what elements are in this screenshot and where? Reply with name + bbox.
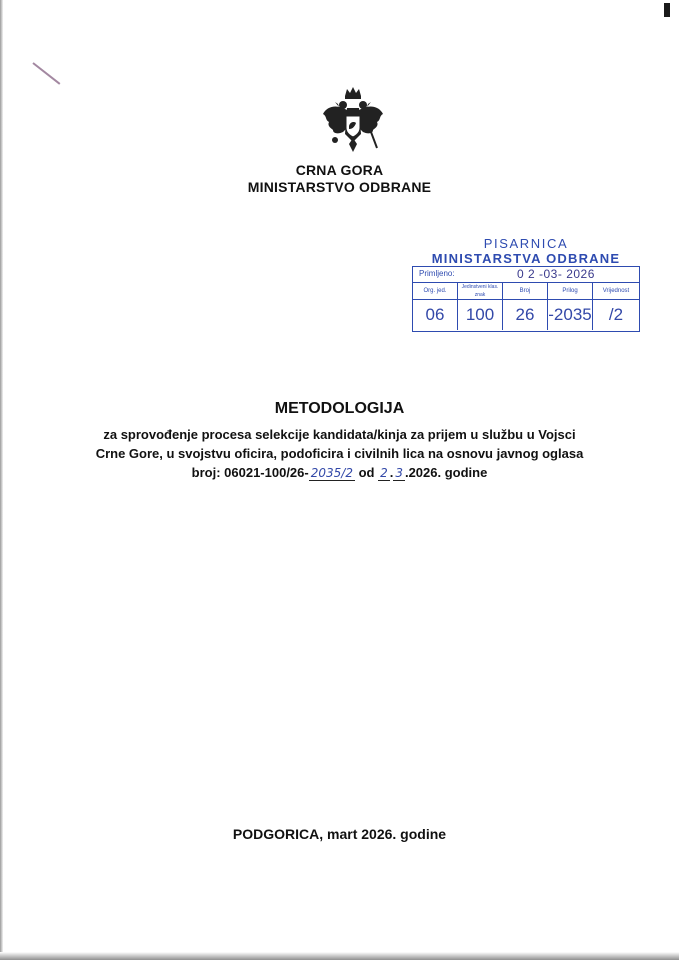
document-subtitle-line-1: za sprovođenje procesa selekcije kandidata/kinja za prijem u službu u Vojsci	[103, 427, 576, 442]
stamp-box	[412, 266, 640, 332]
stamp-value-class-code: 100	[458, 300, 503, 330]
registry-stamp	[410, 236, 642, 332]
handwritten-month: 3	[395, 466, 403, 480]
document-title: METODOLOGIJA	[274, 400, 405, 417]
scan-corner-mark	[664, 3, 670, 17]
reference-number-prefix: broj: 06021-100/26-	[191, 465, 309, 480]
country-name: CRNA GORA	[295, 162, 384, 178]
handwritten-reference-number: 2035/2	[310, 466, 353, 480]
year-suffix: .2026. godine	[404, 465, 488, 480]
date-separator: .	[389, 465, 394, 480]
date-connector: od	[354, 465, 379, 480]
stamp-value-number: 26	[503, 300, 548, 330]
page-bottom-shadow	[0, 952, 679, 960]
stamp-received-row	[413, 267, 639, 283]
stamp-col-value: Vrijednost	[593, 283, 639, 300]
stamp-title-registry: PISARNICA	[483, 236, 569, 251]
stamp-col-class-code: Jedinstveni klas. znak	[458, 283, 503, 300]
pen-stroke-mark	[32, 62, 60, 85]
stamp-col-org-unit: Org. jed.	[413, 283, 458, 300]
coat-of-arms-emblem	[321, 86, 385, 158]
stamp-col-number: Broj	[503, 283, 548, 300]
stamp-title-ministry: MINISTARSTVA ODBRANE	[431, 251, 621, 266]
stamp-value-org-unit: 06	[413, 300, 458, 330]
stamp-col-attachment: Prilog	[548, 283, 593, 300]
document-subtitle-line-2: Crne Gore, u svojstvu oficira, podoficira i civilnih lica na osnovu javnog oglasa	[95, 446, 584, 461]
stamp-value-value: /2	[608, 305, 624, 324]
stamp-received-label: Primljeno:	[419, 269, 455, 278]
handwritten-day: 2	[380, 466, 388, 480]
ministry-name: MINISTARSTVO ODBRANE	[247, 179, 432, 195]
stamp-received-date: 0 2 -03- 2026	[517, 267, 595, 281]
place-and-date: PODGORICA, mart 2026. godine	[232, 826, 447, 842]
document-reference-line	[0, 465, 679, 481]
stamp-value-attachment: -2035	[548, 300, 593, 330]
